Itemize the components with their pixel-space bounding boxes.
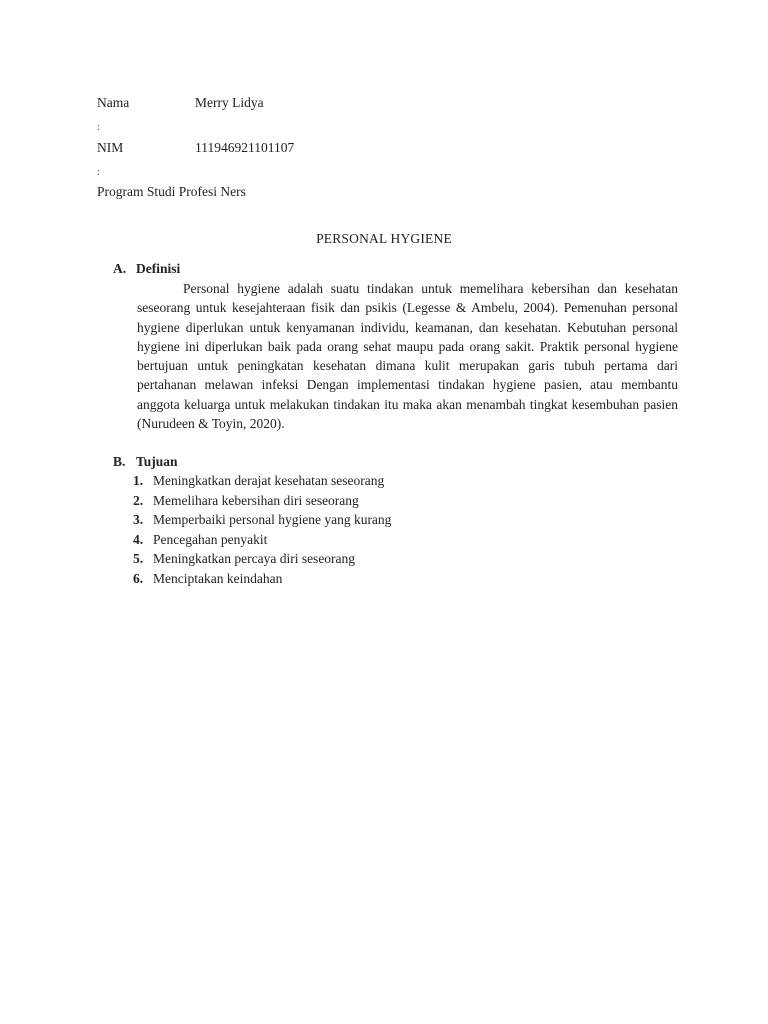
list-text: Menciptakan keindahan: [153, 570, 283, 586]
list-text: Pencegahan penyakit: [153, 531, 268, 547]
list-text: Meningkatkan derajat kesehatan seseorang: [153, 473, 385, 488]
colon-separator: :: [97, 167, 100, 178]
section-title: Tujuan: [136, 454, 178, 469]
name-label: Nama: [97, 95, 130, 110]
nim-label: NIM: [97, 140, 124, 155]
name-value: Merry Lidya: [195, 95, 264, 110]
document-title: PERSONAL HYGIENE: [316, 231, 452, 246]
section-letter: B.: [113, 454, 126, 469]
section-heading-definisi: [113, 260, 180, 278]
list-item: [133, 491, 391, 511]
list-item: [133, 530, 391, 550]
list-item: [133, 471, 391, 491]
definition-paragraph: Personal hygiene adalah suatu tindakan untuk memelihara kebersihan dan kesehatan seseorang untuk kesejahteraan fisik dan psikis (Legesse & Ambelu, 2004). Pemenuhan personal hygiene diperlukan untuk kenyamanan individu, keamanan, dan kesehatan. Kebutuhan personal hygiene ini diperlukan baik pada orang sehat maupu pada orang sakit. Praktik personal hygiene bertujuan untuk peningkatan kesehatan dimana kulit merupakan garis tubuh pertama dari pertahanan melawan infeksi Dengan implementasi tindakan hygiene pasien, atau membantu anggota keluarga untuk melakukan tindakan itu maka akan menambah tingkat kesembuhan pasien (Nurudeen & Toyin, 2020).: [137, 281, 678, 432]
section-heading-tujuan: [113, 453, 178, 471]
list-item: [133, 569, 391, 589]
list-item: [133, 510, 391, 530]
program-label: Program Studi Profesi Ners: [97, 184, 246, 199]
nim-value: 111946921101107: [195, 140, 295, 155]
colon-separator: :: [97, 122, 100, 133]
list-number: 6.: [133, 570, 144, 586]
list-number: 2.: [133, 492, 144, 508]
list-item: [133, 549, 391, 569]
list-number: 3.: [133, 512, 144, 527]
list-text: Meningkatkan percaya diri seseorang: [153, 551, 356, 566]
list-text: Memperbaiki personal hygiene yang kurang: [153, 512, 392, 527]
section-letter: A.: [113, 261, 127, 276]
list-number: 1.: [133, 473, 144, 488]
goals-list: [133, 471, 391, 588]
list-number: 4.: [133, 531, 144, 547]
section-title: Definisi: [136, 261, 181, 276]
list-text: Memelihara kebersihan diri seseorang: [153, 492, 359, 508]
list-number: 5.: [133, 551, 144, 566]
